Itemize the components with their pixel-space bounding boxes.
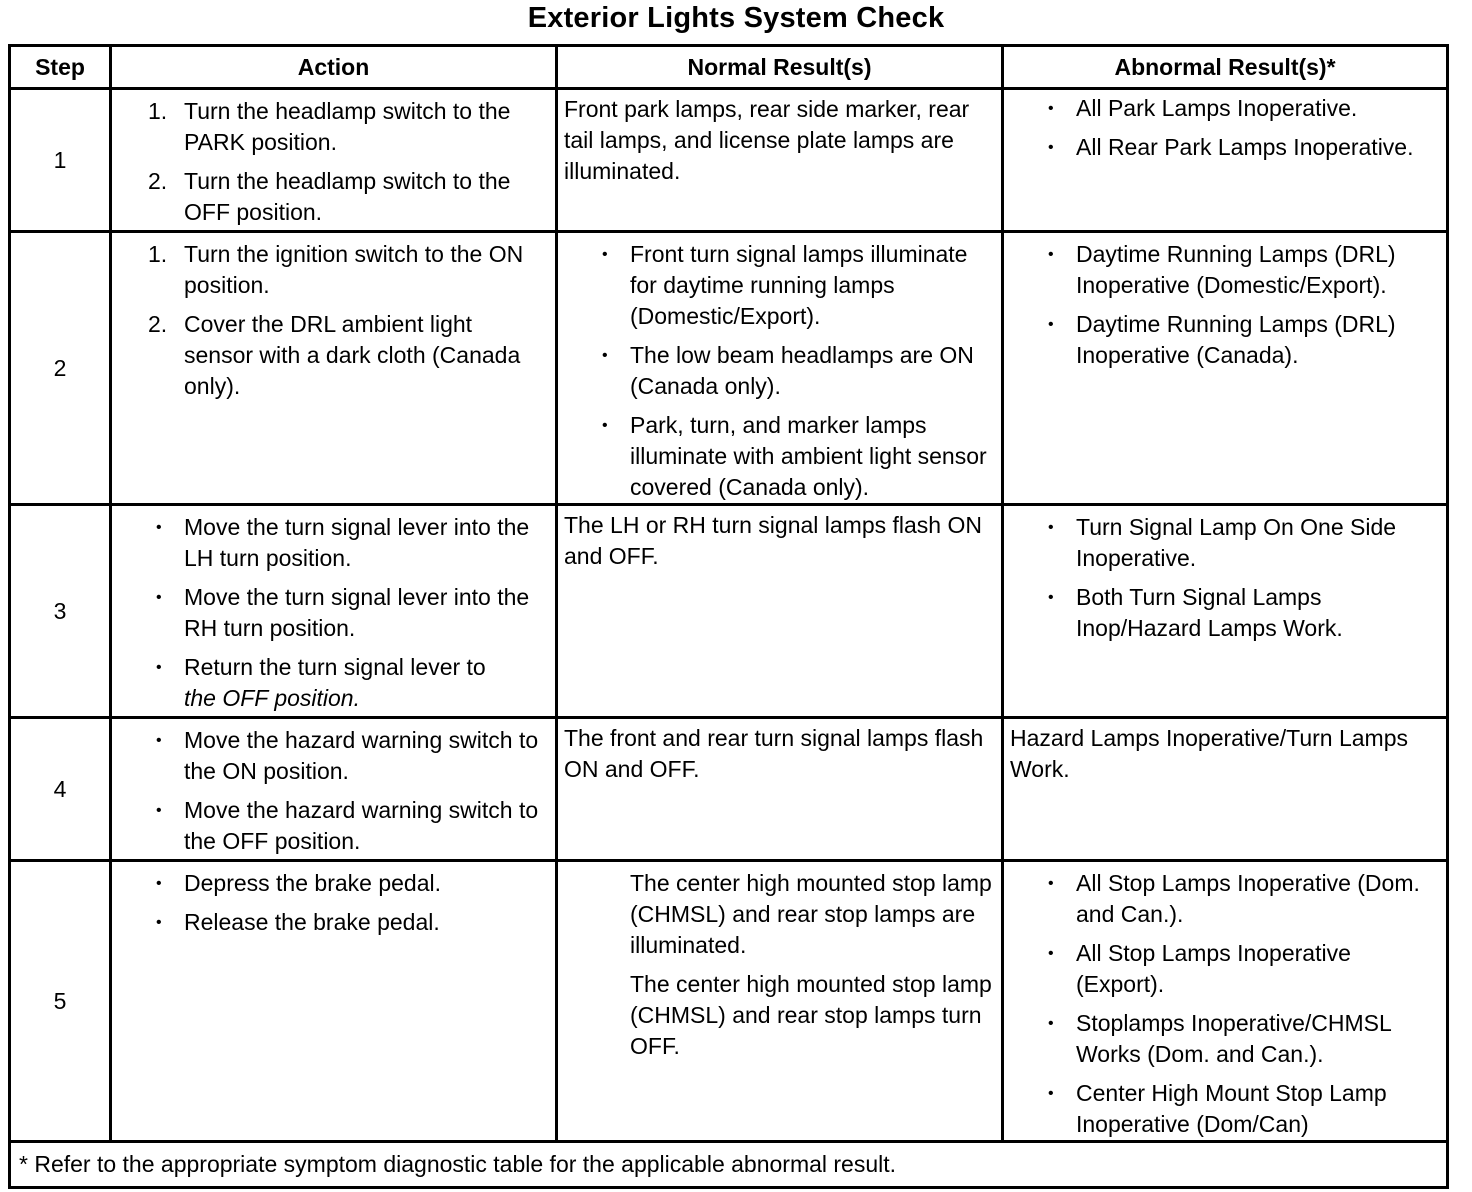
list-item: 2. Turn the headlamp switch to the OFF position. [148,168,511,225]
list-item: • Move the turn signal lever into the RH turn position. [156,584,530,641]
result-paragraph: The center high mounted stop lamp (CHMSL) and rear stop lamps turn OFF. [630,971,992,1059]
header-abnormal-results: Abnormal Result(s)* [1003,46,1448,89]
header-normal-results: Normal Result(s) [557,46,1003,89]
table-row [10,505,1448,718]
header-step: Step [10,46,111,89]
action-cell [111,89,557,232]
list-item: • Move the hazard warning switch to the OFF position. [156,797,539,854]
system-check-table [8,44,1449,1189]
step-number: 3 [10,505,111,718]
table-row [10,718,1448,861]
normal-result-cell: Front park lamps, rear side marker, rear tail lamps, and license plate lamps are illuminated. [557,89,1003,232]
table-row [10,232,1448,505]
list-item: 2. Cover the DRL ambient light sensor with a dark cloth (Canada only). [148,311,521,399]
list-item: • All Stop Lamps Inoperative (Export). [1048,940,1351,997]
step-number: 4 [10,718,111,861]
header-action: Action [111,46,557,89]
action-cell [111,861,557,1142]
action-cell [111,505,557,718]
list-item: • Move the turn signal lever into the LH turn position. [156,514,530,571]
header-row [10,46,1448,89]
list-item: • Turn Signal Lamp On One Side Inoperative. [1048,514,1397,571]
step-number: 2 [10,232,111,505]
action-cell [111,232,557,505]
list-item: • Stoplamps Inoperative/CHMSL Works (Dom. and Can.). [1048,1010,1391,1067]
abnormal-result-cell [1003,232,1448,505]
list-item: • All Rear Park Lamps Inoperative. [1048,134,1414,160]
list-item: 1. Turn the headlamp switch to the PARK position. [148,98,511,155]
list-item: 1. Turn the ignition switch to the ON position. [148,241,524,298]
result-paragraph: The center high mounted stop lamp (CHMSL) and rear stop lamps are illuminated. [630,870,992,958]
list-item: • All Park Lamps Inoperative. [1048,95,1358,121]
normal-result-cell: The front and rear turn signal lamps flash ON and OFF. [557,718,1003,861]
footnote-row [10,1142,1448,1188]
list-item: • Depress the brake pedal. [156,870,441,896]
normal-result-cell [557,861,1003,1142]
abnormal-result-cell [1003,89,1448,232]
abnormal-result-cell [1003,505,1448,718]
list-item: • All Stop Lamps Inoperative (Dom. and Can.). [1048,870,1420,927]
abnormal-result-cell: Hazard Lamps Inoperative/Turn Lamps Work. [1003,718,1448,861]
table-row [10,861,1448,1142]
action-cell [111,718,557,861]
list-item: • Move the hazard warning switch to the ON position. [156,727,539,784]
step-number: 5 [10,861,111,1142]
table-row [10,89,1448,232]
list-item: • Both Turn Signal Lamps Inop/Hazard Lamps Work. [1048,584,1343,641]
normal-result-cell [557,232,1003,505]
list-item: • Daytime Running Lamps (DRL) Inoperative (Canada). [1048,311,1396,368]
list-item: • Release the brake pedal. [156,909,440,935]
list-item: • Return the turn signal lever to the OFF position. [156,654,486,711]
list-item: • Park, turn, and marker lamps illuminate with ambient light sensor covered (Canada only). [602,412,987,500]
list-item: • The low beam headlamps are ON (Canada only). [602,342,974,399]
list-item: • Daytime Running Lamps (DRL) Inoperative (Domestic/Export). [1048,241,1396,298]
step-number: 1 [10,89,111,232]
footnote: * Refer to the appropriate symptom diagnostic table for the applicable abnormal result. [10,1142,1448,1188]
list-item: • Center High Mount Stop Lamp Inoperative (Dom/Can) [1048,1080,1387,1137]
normal-result-cell: The LH or RH turn signal lamps flash ON and OFF. [557,505,1003,718]
abnormal-result-cell [1003,861,1448,1142]
page-title: Exterior Lights System Check [527,2,945,34]
list-item: • Front turn signal lamps illuminate for daytime running lamps (Domestic/Export). [602,241,968,329]
